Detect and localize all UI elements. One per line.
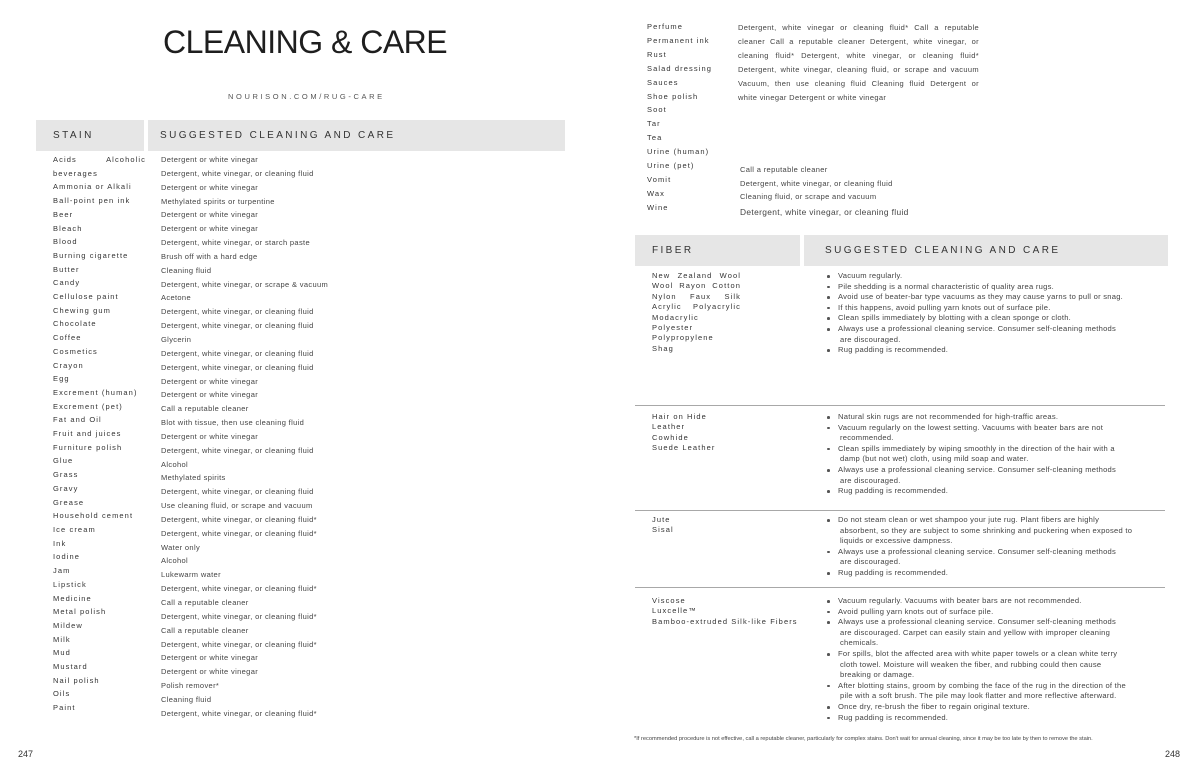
bullet-icon <box>827 706 830 709</box>
stain-name: Mustard <box>53 662 88 672</box>
stain-name: Paint <box>53 703 76 713</box>
fiber-name: New Zealand Wool <box>652 271 741 280</box>
stain-name: Grass <box>53 470 79 480</box>
care-instruction: Methylated spirits or turpentine <box>161 196 275 206</box>
care-bullet-line: For spills, blot the affected area with white paper towels or a clean white terry <box>838 648 1118 658</box>
stain-name: Rust <box>647 49 667 59</box>
fiber-names <box>652 596 798 728</box>
care-bullet-line: Clean spills immediately by blotting with a clean sponge or cloth. <box>838 313 1072 323</box>
care-bullet-line: are discouraged. <box>840 334 901 344</box>
fiber-name: Cowhide <box>652 432 689 442</box>
care-bullet <box>838 486 1116 497</box>
care-bullet-line: Rug padding is recommended. <box>838 345 949 355</box>
care-instruction: Methylated spirits <box>161 473 226 483</box>
stain-name: Iodine <box>53 552 81 562</box>
care-bullet-line: Rug padding is recommended. <box>838 567 949 577</box>
stain-name: Furniture polish <box>53 442 123 452</box>
care-instruction: Water only <box>161 542 201 552</box>
care-instruction: Detergent, white vinegar, or cleaning fluid* <box>161 639 317 649</box>
page-number: 247 <box>18 749 34 759</box>
stain-name: Glue <box>53 456 74 466</box>
fiber-table <box>635 266 1165 728</box>
care-bullet-line: Rug padding is recommended. <box>838 712 949 722</box>
care-instruction: Detergent or white vinegar <box>161 182 259 192</box>
care-paragraph-line: cleaning fluid* Detergent, white vinegar, or cleaning fluid* <box>738 51 979 60</box>
fiber-name: Luxcelle™ <box>652 606 697 616</box>
care-paragraph-line: Vacuum, then use cleaning fluid Cleaning fluid Detergent or <box>738 79 979 88</box>
stain-name: Tea <box>647 133 663 143</box>
bullet-icon <box>827 349 830 352</box>
care-instruction: Acetone <box>161 293 191 303</box>
stain-name: Fruit and juices <box>53 429 122 439</box>
care-instruction: Alcohol <box>161 556 189 566</box>
fiber-name: Viscose <box>652 596 686 605</box>
bullet-icon <box>827 600 830 603</box>
stain-list-continued <box>647 20 712 215</box>
care-bullet-line: Once dry, re-brush the fiber to regain original texture. <box>838 701 1030 711</box>
website-url: NOURISON.COM/RUG-CARE <box>228 92 385 101</box>
care-instruction: Detergent or white vinegar <box>161 390 259 400</box>
fiber-name: Modacrylic <box>652 312 699 322</box>
bullet-icon <box>827 621 830 624</box>
care-bullet-line: Vacuum regularly. <box>838 271 903 280</box>
stain-name: Vomit <box>647 174 672 184</box>
stain-name: Urine (pet) <box>647 161 695 171</box>
care-bullet-line: Always use a professional cleaning service. Consumer self-cleaning methods <box>838 546 1117 556</box>
fiber-section <box>635 266 1165 406</box>
bullet-icon <box>827 685 830 688</box>
bullet-icon <box>827 490 830 493</box>
bullet-icon <box>827 307 830 310</box>
bullet-icon <box>827 448 830 451</box>
care-bullet-line: are discouraged. Carpet can easily stain and yellow with improper cleaning <box>840 627 1111 637</box>
fiber-name: Hair on Hide <box>652 412 707 421</box>
care-bullet-line: damp (but not wet) cloth, using mild soap and water. <box>840 454 1029 464</box>
care-bullet <box>838 423 1116 444</box>
bullet-icon <box>827 717 830 720</box>
care-bullet <box>838 282 1123 293</box>
stain-name: Ball-point pen ink <box>53 196 131 206</box>
stain-name: Milk <box>53 634 71 644</box>
care-instruction: Lukewarm water <box>161 570 221 580</box>
fiber-name: Sisal <box>652 525 674 535</box>
care-bullet <box>838 271 1123 282</box>
care-instruction: Detergent, white vinegar, or cleaning fluid <box>740 206 909 217</box>
care-instruction: Call a reputable cleaner <box>161 404 249 414</box>
care-bullet-line: breaking or damage. <box>840 670 915 680</box>
care-bullet <box>838 345 1123 356</box>
care-bullet <box>838 713 1126 724</box>
fiber-name: Acrylic Polyacrylic <box>652 302 741 312</box>
care-instruction: Polish remover* <box>161 681 220 691</box>
care-instruction: Detergent, white vinegar, or cleaning fluid <box>161 487 314 497</box>
care-list <box>161 153 328 721</box>
fiber-section <box>635 588 1165 728</box>
fiber-name: Leather <box>652 422 686 432</box>
footnote: *If recommended procedure is not effective, call a reputable cleaner, particularly for complex stains. Don't wait for annual cleaning, since it may be too late by then to remove the stain. <box>634 736 1093 742</box>
care-bullet <box>838 649 1126 681</box>
stain-name: Ink <box>53 538 67 548</box>
bullet-icon <box>827 296 830 299</box>
care-instruction: Blot with tissue, then use cleaning fluid <box>161 418 305 428</box>
stain-name: Tar <box>647 119 661 129</box>
fiber-names <box>652 271 741 405</box>
stain-name: Medicine <box>53 593 92 603</box>
care-instruction: Detergent, white vinegar, or cleaning fluid* <box>161 584 317 594</box>
care-instruction: Detergent or white vinegar <box>161 210 259 220</box>
page-title: CLEANING & CARE <box>163 24 448 60</box>
stain-name: Candy <box>53 278 81 288</box>
fiber-name: Bamboo-extruded Silk-like Fibers <box>652 616 798 626</box>
care-bullet-line: After blotting stains, groom by combing the face of the rug in the direction of the <box>838 680 1126 690</box>
care-bullet-line: Do not steam clean or wet shampoo your jute rug. Plant fibers are highly <box>838 515 1100 524</box>
care-bullet <box>838 444 1116 465</box>
care-bullet-line: cloth towel. Moisture will weaken the fiber, and rubbing could then cause <box>840 659 1102 669</box>
bullet-icon <box>827 611 830 614</box>
care-instruction: Detergent or white vinegar <box>161 667 259 677</box>
stain-name: Beer <box>53 209 74 219</box>
care-bullet-line: are discouraged. <box>840 475 901 485</box>
care-bullet-line: Vacuum regularly. Vacuums with beater bars are not recommended. <box>838 596 1082 605</box>
care-instruction: Cleaning fluid <box>161 265 212 275</box>
care-instruction: Detergent or white vinegar <box>161 155 259 164</box>
care-instruction: Detergent, white vinegar, or starch paste <box>161 238 311 248</box>
care-bullet-line: pile with a soft brush. The pile may look flatter and more reflective afterward. <box>840 691 1117 701</box>
stain-name: Coffee <box>53 333 82 343</box>
care-bullet <box>838 547 1132 568</box>
care-bullet <box>838 292 1123 303</box>
care-bullet <box>838 324 1123 345</box>
care-instruction: Call a reputable cleaner <box>161 598 249 607</box>
care-bullet <box>838 607 1126 618</box>
care-instruction: Detergent, white vinegar, or cleaning fluid <box>161 445 314 455</box>
care-bullet <box>838 702 1126 713</box>
fiber-names <box>652 515 741 587</box>
page-number: 248 <box>1165 749 1181 759</box>
stain-name: Gravy <box>53 483 79 493</box>
care-bullet-line: Natural skin rugs are not recommended for high-traffic areas. <box>838 412 1059 421</box>
care-paragraph <box>738 21 979 105</box>
stain-name: Wax <box>647 188 666 198</box>
bullet-icon <box>827 286 830 289</box>
stain-name: Perfume <box>647 22 684 31</box>
care-instruction: Call a reputable cleaner <box>740 165 828 174</box>
care-bullet-line: Clean spills immediately by wiping smoothly in the direction of the hair with a <box>838 443 1115 453</box>
stain-name: Chewing gum <box>53 305 111 315</box>
stain-name: Butter <box>53 264 80 274</box>
fiber-section <box>635 406 1165 511</box>
stain-name: Crayon <box>53 360 84 370</box>
care-instruction: Brush off with a hard edge <box>161 251 258 261</box>
care-bullet-line: recommended. <box>840 433 894 443</box>
stain-name: Acids Alcoholic <box>53 155 146 164</box>
care-instruction: Detergent, white vinegar, or cleaning fluid <box>161 307 314 317</box>
care-instruction: Detergent, white vinegar, or cleaning fluid* <box>161 708 317 718</box>
care-paragraph-line: cleaner Call a reputable cleaner Detergent, white vinegar, or <box>738 37 979 46</box>
stain-name: Grease <box>53 497 85 507</box>
stain-name: Egg <box>53 374 70 384</box>
care-instruction: Cleaning fluid <box>161 694 212 704</box>
care-bullet-list <box>838 271 1123 405</box>
stain-name: Sauces <box>647 77 679 87</box>
care-bullet-list <box>838 596 1126 728</box>
care-instruction: Detergent, white vinegar, or cleaning fluid <box>161 168 314 178</box>
stain-name: Excrement (human) <box>53 387 138 397</box>
care-instruction: Call a reputable cleaner <box>161 625 249 635</box>
care-instruction: Detergent or white vinegar <box>161 653 259 663</box>
care-bullet <box>838 617 1126 649</box>
stain-name: Jam <box>53 566 71 576</box>
care-instruction: Detergent, white vinegar, or cleaning fluid <box>161 348 314 358</box>
bullet-icon <box>827 427 830 430</box>
care-bullet <box>838 596 1126 607</box>
stain-name: Metal polish <box>53 607 107 617</box>
care-bullet-line: Always use a professional cleaning service. Consumer self-cleaning methods <box>838 464 1117 474</box>
stain-name: Chocolate <box>53 319 97 329</box>
care-bullet-line: If this happens, avoid pulling yarn knots out of surface pile. <box>838 302 1051 312</box>
stain-name: Shoe polish <box>647 91 699 101</box>
care-instruction: Detergent, white vinegar, or cleaning fluid <box>740 178 893 188</box>
stain-name: Ice cream <box>53 524 96 534</box>
care-bullet-line: Avoid pulling yarn knots out of surface pile. <box>838 606 994 616</box>
care-instruction: Detergent, white vinegar, or cleaning fluid* <box>161 514 317 524</box>
stain-name: Oils <box>53 689 71 699</box>
care-column-header: SUGGESTED CLEANING AND CARE <box>148 120 565 151</box>
bullet-icon <box>827 328 830 331</box>
care-bullet <box>838 515 1132 547</box>
bullet-icon <box>827 317 830 320</box>
bullet-icon <box>827 572 830 575</box>
stain-name: Burning cigarette <box>53 250 129 260</box>
bullet-icon <box>827 519 830 522</box>
care-bullet-line: Avoid use of beater-bar type vacuums as they may cause yarns to pull or snag. <box>838 292 1124 302</box>
stain-name: Mud <box>53 648 71 658</box>
care-instruction: Detergent, white vinegar, or cleaning fluid* <box>161 528 317 538</box>
care-list-continued <box>740 163 909 219</box>
stain-name: Salad dressing <box>647 63 713 73</box>
bullet-icon <box>827 551 830 554</box>
stain-name: Ammonia or Alkali <box>53 182 132 192</box>
care-instruction: Detergent, white vinegar, or cleaning fluid <box>161 321 314 331</box>
fiber-names <box>652 412 741 510</box>
care-instruction: Detergent or white vinegar <box>161 224 259 234</box>
care-bullet-list <box>838 515 1132 587</box>
right-page <box>600 0 1200 776</box>
care-bullet-line: Rug padding is recommended. <box>838 486 949 496</box>
stain-name: Nail polish <box>53 675 100 685</box>
care-bullet <box>838 313 1123 324</box>
bullet-icon <box>827 275 830 278</box>
fiber-care-column-header: SUGGESTED CLEANING AND CARE <box>804 235 1168 266</box>
care-bullet-line: chemicals. <box>840 638 879 648</box>
fiber-name: Jute <box>652 515 671 524</box>
stain-name: Urine (human) <box>647 147 710 157</box>
stain-name: beverages <box>53 168 98 178</box>
fiber-section <box>635 511 1165 588</box>
care-bullet <box>838 568 1132 579</box>
care-bullet <box>838 412 1116 423</box>
stain-name: Bleach <box>53 223 83 233</box>
care-bullet-line: Vacuum regularly on the lowest setting. Vacuums with beater bars are not <box>838 422 1104 432</box>
fiber-name: Nylon Faux Silk <box>652 291 741 301</box>
care-bullet-line: Pile shedding is a normal characteristic of quality area rugs. <box>838 281 1054 291</box>
care-instruction: Detergent, white vinegar, or scrape & vacuum <box>161 279 329 289</box>
care-instruction: Detergent, white vinegar, or cleaning fluid <box>161 362 314 372</box>
care-bullet <box>838 681 1126 702</box>
care-instruction: Cleaning fluid, or scrape and vacuum <box>740 192 877 201</box>
fiber-name: Suede Leather <box>652 443 716 453</box>
care-instruction: Glycerin <box>161 334 192 344</box>
stain-name: Soot <box>647 105 667 115</box>
stain-name: Fat and Oil <box>53 415 102 425</box>
stain-name: Lipstick <box>53 579 87 589</box>
care-instruction: Detergent or white vinegar <box>161 376 259 386</box>
care-paragraph-line: white vinegar Detergent or white vinegar <box>738 93 887 102</box>
care-instruction: Detergent or white vinegar <box>161 431 259 441</box>
care-bullet <box>838 303 1123 314</box>
bullet-icon <box>827 653 830 656</box>
stain-name: Permanent ink <box>647 35 710 45</box>
fiber-column-header: FIBER <box>635 235 800 266</box>
care-paragraph-line: Detergent, white vinegar or cleaning fluid* Call a reputable <box>738 23 979 32</box>
stain-name: Excrement (pet) <box>53 401 123 411</box>
stain-name: Cellulose paint <box>53 292 119 302</box>
stain-name: Household cement <box>53 511 134 521</box>
stain-column-header: STAIN <box>36 120 144 151</box>
care-bullet <box>838 465 1116 486</box>
stain-name: Cosmetics <box>53 346 98 356</box>
bullet-icon <box>827 416 830 419</box>
care-bullet-list <box>838 412 1116 510</box>
fiber-name: Polyester <box>652 323 694 333</box>
care-bullet-line: are discouraged. <box>840 557 901 567</box>
care-instruction: Alcohol <box>161 459 189 469</box>
care-bullet-line: Always use a professional cleaning service. Consumer self-cleaning methods <box>838 617 1117 627</box>
fiber-name: Shag <box>652 343 674 353</box>
bullet-icon <box>827 469 830 472</box>
care-bullet-line: Always use a professional cleaning service. Consumer self-cleaning methods <box>838 323 1117 333</box>
care-paragraph-line: Detergent, white vinegar, cleaning fluid, or scrape and vacuum <box>738 65 979 74</box>
stain-name: Mildew <box>53 620 83 630</box>
stain-name: Wine <box>647 202 669 212</box>
care-instruction: Use cleaning fluid, or scrape and vacuum <box>161 501 313 511</box>
fiber-name: Polypropylene <box>652 333 714 343</box>
care-bullet-line: absorbent, so they are subject to some shrinking and puckering when exposed to <box>840 525 1133 535</box>
stain-name: Blood <box>53 237 78 247</box>
stain-list <box>53 153 146 715</box>
care-bullet-line: liquids or excessive dampness. <box>840 536 953 546</box>
fiber-name: Wool Rayon Cotton <box>652 281 741 291</box>
care-instruction: Detergent, white vinegar, or cleaning fluid* <box>161 611 317 621</box>
